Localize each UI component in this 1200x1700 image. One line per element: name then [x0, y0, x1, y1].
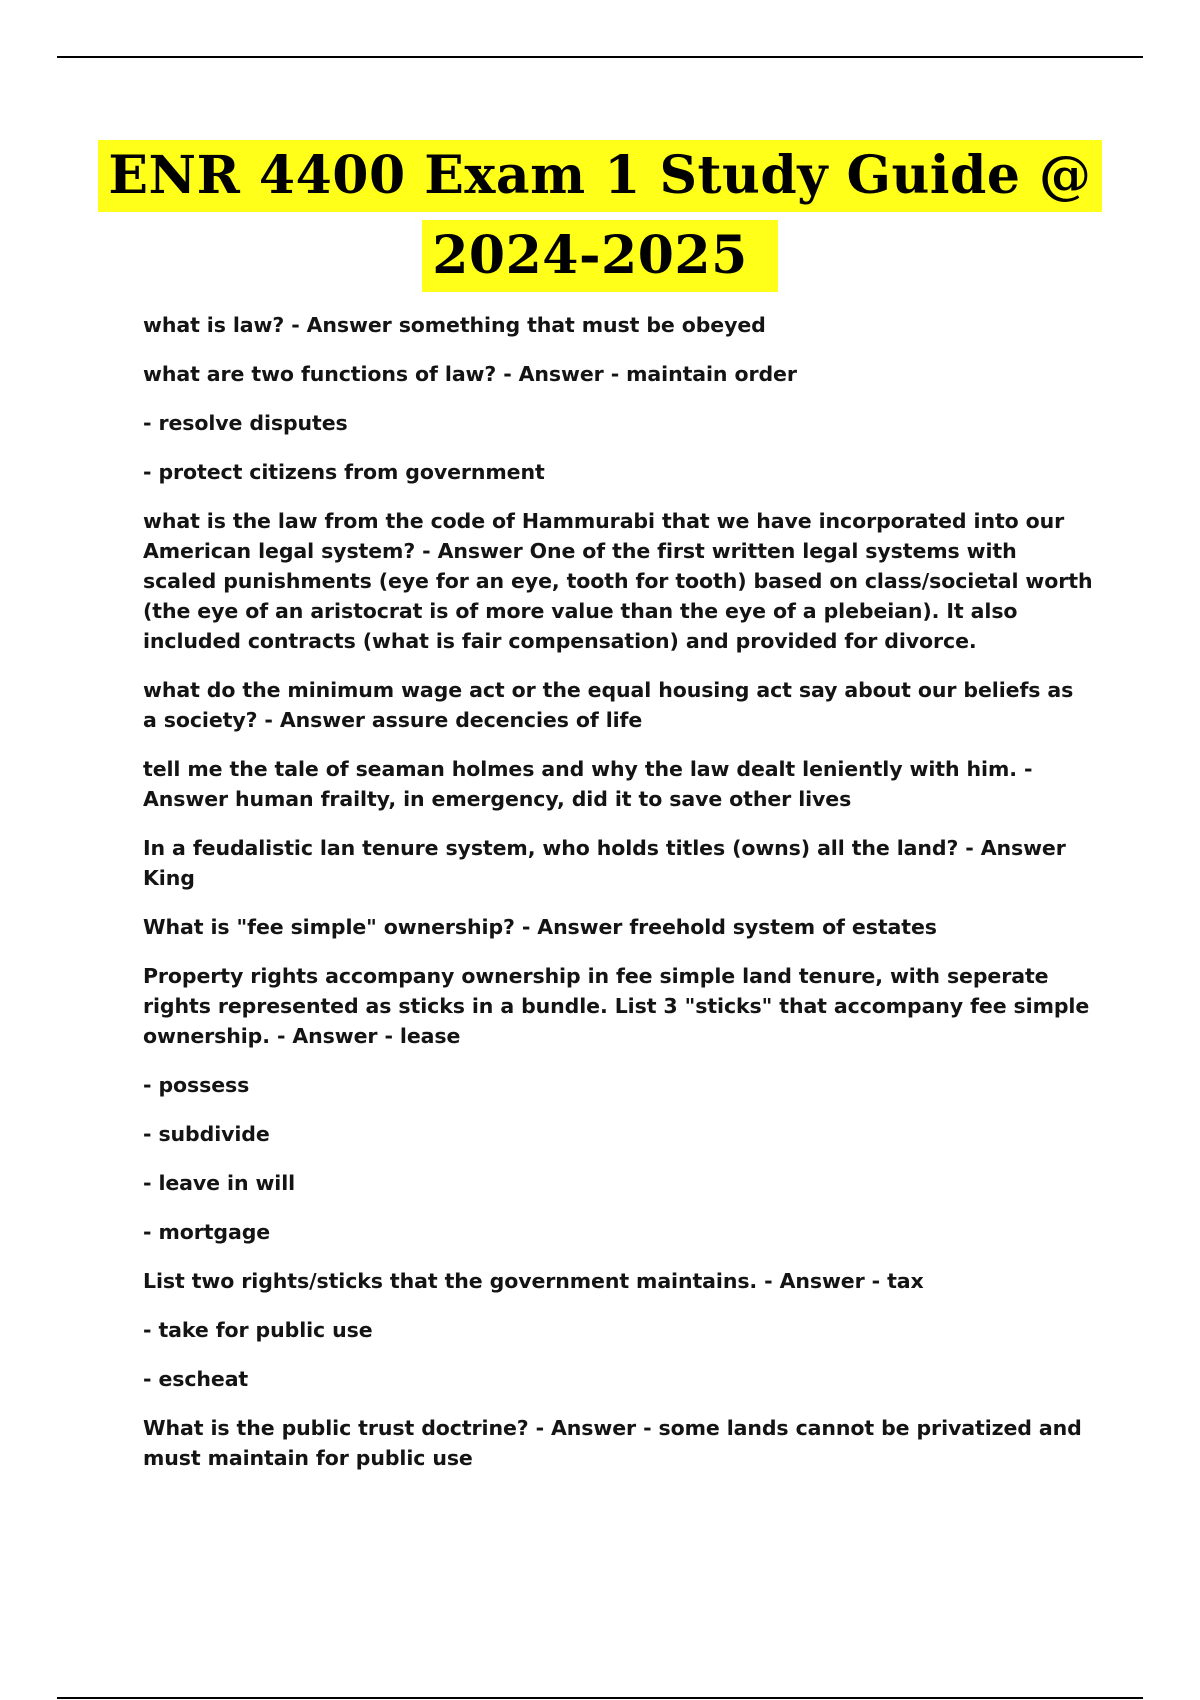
list-item: - take for public use: [143, 1318, 373, 1342]
study-guide-body: [143, 310, 1093, 1492]
qa-paragraph: what is the law from the code of Hammurabi that we have incorporated into our American legal system? - Answer One of the first written legal systems with scaled punishments (eye for an eye, tooth for tooth) based on class/societal worth (the eye of an aristocrat is of more value than the eye of a plebeian). It also included contracts (what is fair compensation) and provided for divorce.: [143, 509, 1093, 653]
qa-paragraph: what is law? - Answer something that must be obeyed: [143, 313, 766, 337]
bottom-rule: [57, 1697, 1143, 1699]
list-item: - leave in will: [143, 1171, 296, 1195]
title-line-2: 2024-2025: [422, 220, 778, 292]
qa-paragraph: Property rights accompany ownership in fee simple land tenure, with seperate rights represented as sticks in a bundle. List 3 "sticks" that accompany fee simple ownership. - Answer - lease: [143, 964, 1090, 1048]
qa-paragraph: What is the public trust doctrine? - Answer - some lands cannot be privatized and must maintain for public use: [143, 1416, 1082, 1470]
title-line-1: ENR 4400 Exam 1 Study Guide @: [98, 140, 1101, 212]
qa-paragraph: what are two functions of law? - Answer - maintain order: [143, 362, 797, 386]
document-title: [0, 140, 1200, 292]
qa-paragraph: what do the minimum wage act or the equal housing act say about our beliefs as a society? - Answer assure decencies of life: [143, 678, 1074, 732]
top-rule: [57, 56, 1143, 58]
qa-paragraph: What is "fee simple" ownership? - Answer freehold system of estates: [143, 915, 937, 939]
list-item: - possess: [143, 1073, 250, 1097]
list-item: - subdivide: [143, 1122, 270, 1146]
list-item: - mortgage: [143, 1220, 271, 1244]
qa-paragraph: tell me the tale of seaman holmes and why the law dealt leniently with him. - Answer human frailty, in emergency, did it to save other lives: [143, 757, 1033, 811]
qa-paragraph: List two rights/sticks that the government maintains. - Answer - tax: [143, 1269, 924, 1293]
list-item: - resolve disputes: [143, 411, 348, 435]
list-item: - escheat: [143, 1367, 249, 1391]
list-item: - protect citizens from government: [143, 460, 545, 484]
qa-paragraph: In a feudalistic lan tenure system, who holds titles (owns) all the land? - Answer King: [143, 836, 1066, 890]
